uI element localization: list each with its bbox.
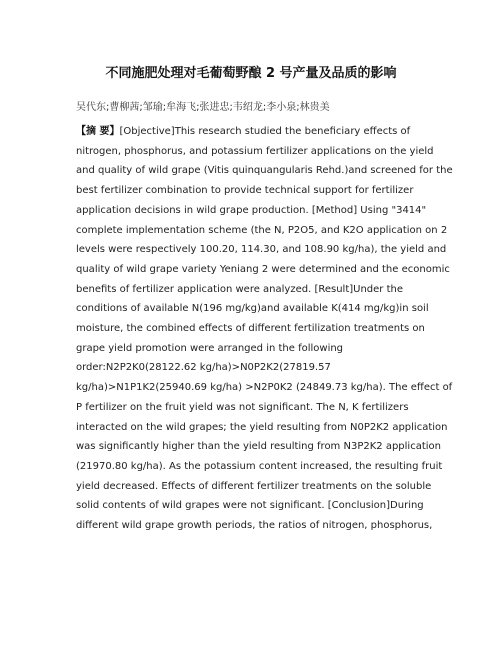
abstract-text: solid contents of wild grapes were not significant. [Conclusion]During bbox=[76, 500, 424, 512]
abstract-line bbox=[76, 302, 429, 316]
abstract-line bbox=[76, 283, 403, 297]
abstract-text: benefits of fertilizer application were analyzed. [Result]Under the bbox=[76, 283, 403, 295]
abstract-line bbox=[76, 342, 343, 356]
abstract-text: application decisions in wild grape production. [Method] Using "3414" bbox=[76, 204, 427, 216]
abstract-line bbox=[76, 361, 331, 375]
abstract-line bbox=[76, 381, 452, 395]
abstract-text: [Objective]This research studied the beneficiary effects of bbox=[119, 126, 411, 137]
author-list: 吴代东;曹柳茜;邹瑜;牟海飞;张进忠;韦绍龙;李小泉;林贵美 bbox=[76, 102, 330, 113]
abstract-line bbox=[76, 204, 426, 218]
abstract-text: P fertilizer on the fruit yield was not significant. The N, K fertilizers bbox=[76, 401, 409, 413]
abstract-text: order:N2P2K0(28122.62 kg/ha)>N0P2K2(27819.57 bbox=[76, 362, 331, 374]
abstract-line bbox=[76, 145, 434, 159]
abstract-text: moisture, the combined effects of different fertilization treatments on bbox=[76, 323, 425, 334]
abstract-line bbox=[76, 125, 410, 139]
abstract-text: yield decreased. Effects of different fertilizer treatments on the soluble bbox=[76, 480, 432, 492]
abstract-text: kg/ha)>N1P1K2(25940.69 kg/ha) >N2P0K2 (24849.73 kg/ha). The effect of bbox=[76, 382, 453, 394]
abstract-line bbox=[76, 460, 442, 474]
abstract-line bbox=[76, 263, 450, 277]
abstract-line bbox=[76, 499, 424, 513]
abstract-line bbox=[76, 421, 447, 435]
abstract-text: was significantly higher than the yield resulting from N3P2K2 application bbox=[76, 441, 441, 453]
abstract-text: quality of wild grape variety Yeniang 2 were determined and the economic bbox=[76, 263, 450, 275]
abstract-text: levels were respectively 100.20, 114.30, and 108.90 kg/ha), the yield and bbox=[76, 244, 447, 256]
abstract-line bbox=[76, 243, 446, 257]
abstract-line bbox=[76, 322, 425, 336]
abstract-text: complete implementation scheme (the N, P2O5, and K2O application on 2 bbox=[76, 224, 448, 236]
abstract-text: different wild grape growth periods, the ratios of nitrogen, phosphorus, bbox=[76, 520, 433, 531]
abstract-line bbox=[76, 164, 453, 178]
abstract-line bbox=[76, 519, 432, 533]
abstract-line bbox=[76, 401, 409, 415]
abstract-text: best fertilizer combination to provide technical support for fertilizer bbox=[76, 185, 414, 197]
abstract-text: and quality of wild grape (Vitis quinquangularis Rehd.)and screened for the bbox=[76, 165, 453, 177]
abstract-line bbox=[76, 440, 441, 454]
abstract-text: conditions of available N(196 mg/kg)and available K(414 mg/kg)in soil bbox=[76, 303, 429, 315]
abstract-line bbox=[76, 184, 413, 198]
abstract-text: nitrogen, phosphorus, and potassium fertilizer applications on the yield bbox=[76, 145, 434, 157]
abstract-text: grape yield promotion were arranged in the following bbox=[76, 342, 344, 354]
abstract-label: 【摘 要】 bbox=[76, 126, 120, 137]
abstract-text: interacted on the wild grapes; the yield resulting from N0P2K2 application bbox=[76, 421, 448, 433]
document-title: 不同施肥处理对毛葡萄野酿 2 号产量及品质的影响 bbox=[105, 66, 397, 81]
abstract-line bbox=[76, 224, 447, 238]
abstract-line bbox=[76, 480, 431, 494]
abstract-text: (21970.80 kg/ha). As the potassium content increased, the resulting fruit bbox=[76, 460, 443, 472]
